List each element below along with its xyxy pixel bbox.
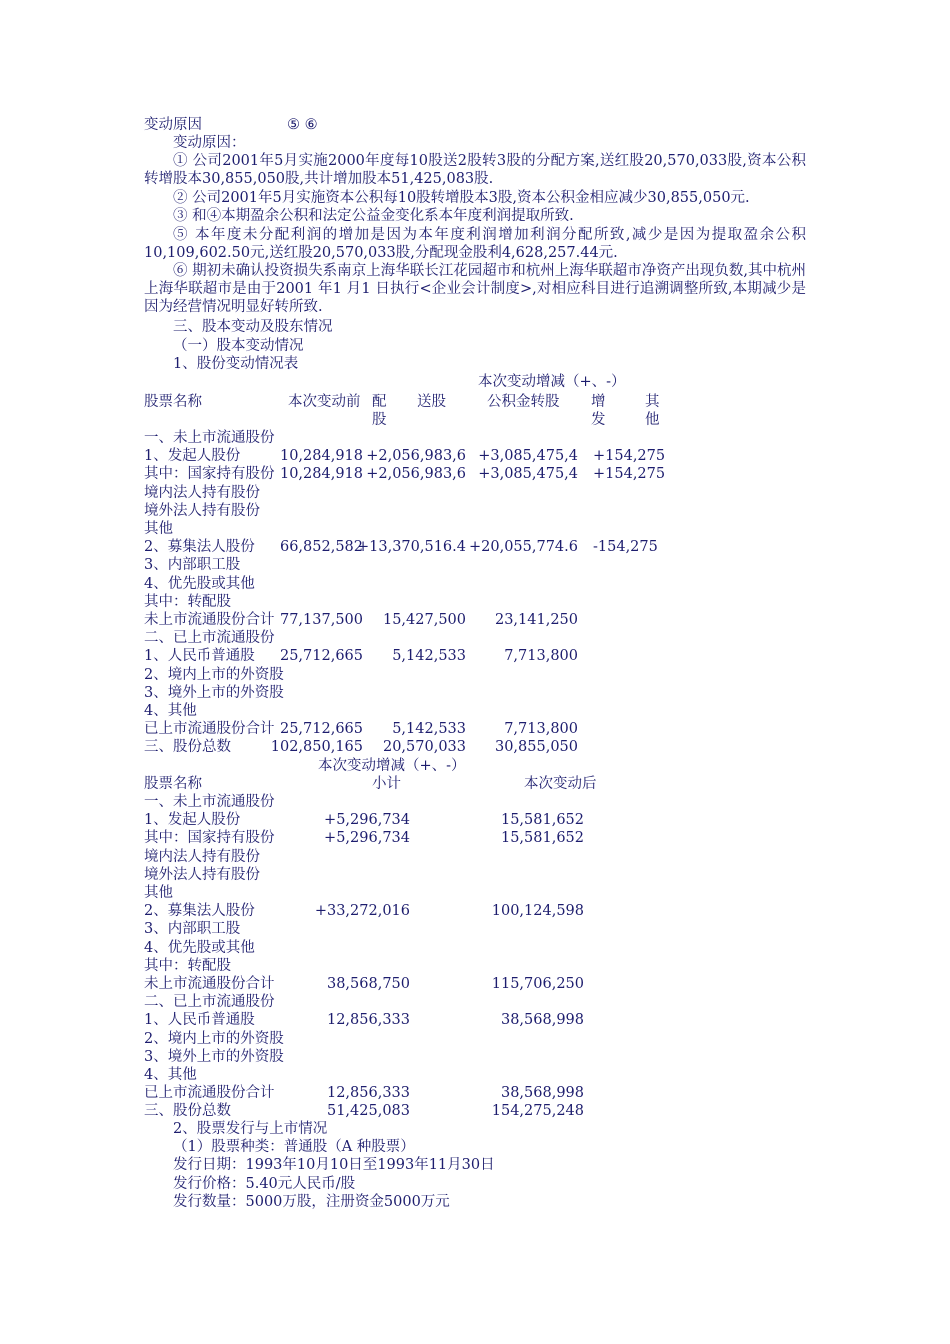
table1-row-gongji: 23,141,250 [494, 612, 578, 628]
issue-price: 发行价格：5.40元人民币/股 [173, 1176, 356, 1192]
table2-row-after: 15,581,652 [500, 812, 584, 829]
table2-row-name: 1、发起人股份 [144, 812, 241, 829]
table2-row-name: 已上市流通股份合计 [144, 1085, 275, 1102]
reason-item-6: ⑥ 期初未确认投资损失系南京上海华联长江花园超市和杭州上海华联超市净资产出现负数,其中杭州上海华联超市是由于2001 年1 月1 日执行<企业会计制度>,对相应科目进行追溯调整所致,本期减少是因为经营情况明显好转所致. [144, 263, 806, 316]
reason-item-3: ③ 和④本期盈余公积和法定公益金变化系本年度利润提取所致. [173, 208, 574, 224]
table1-row-gongji: +3,085,475,4 [478, 448, 578, 465]
table2-row-name: 一、未上市流通股份 [144, 794, 275, 810]
table2-row-subtotal: 12,856,333 [326, 1012, 410, 1029]
reason-item-1: ① 公司2001年5月实施2000年度每10股送2股转3股的分配方案,送红股20,570,033股,资本公积转增股本30,855,050股,共计增加股本51,425,083股. [144, 153, 806, 188]
table1-row-gongji: 7,713,800 [504, 648, 578, 665]
table1-row-name: 已上市流通股份合计 [144, 721, 275, 738]
table1-col-qi-2: 他 [645, 412, 660, 428]
table2-row-name: 其中：国家持有股份 [144, 830, 275, 847]
table2-row-name: 4、其他 [144, 1067, 197, 1083]
table1-row-name: 3、内部职工股 [144, 557, 241, 574]
table2-row-name: 3、境外上市的外资股 [144, 1048, 284, 1065]
table2-row-after: 100,124,598 [491, 903, 584, 920]
issue-stock-type: （1）股票种类：普通股（A 种股票） [173, 1139, 415, 1155]
table1-row-before: 10,284,918 [279, 466, 363, 483]
table1-row-name: 1、发起人股份 [144, 448, 241, 465]
table1-row-zeng: -154,275 [593, 539, 658, 556]
table1-row-song: 5,142,533 [392, 721, 466, 738]
table2-row-subtotal: 38,568,750 [326, 976, 410, 992]
table2-group-header: 本次变动增减（+、-） [318, 758, 466, 774]
table1-row-before: 10,284,918 [279, 448, 363, 465]
table2-row-name: 其他 [144, 885, 173, 901]
table1-row-song: 20,570,033 [382, 739, 466, 756]
table1-row-name: 其中：国家持有股份 [144, 466, 275, 483]
section-heading: 三、股本变动及股东情况 [173, 319, 333, 335]
table1-col-gongji: 公积金转股 [487, 394, 560, 410]
table2-row-after: 38,568,998 [500, 1012, 584, 1029]
table1-col-name: 股票名称 [144, 394, 202, 410]
subsection-heading: （一）股本变动情况 [173, 338, 304, 354]
table1-row-before: 25,712,665 [279, 721, 363, 738]
table2-row-subtotal: 12,856,333 [326, 1085, 410, 1102]
table1-row-song: +2,056,983,6 [366, 448, 466, 465]
table2-row-name: 境内法人持有股份 [144, 848, 260, 865]
issue-quantity: 发行数量：5000万股，注册资金5000万元 [173, 1194, 450, 1210]
table1-row-song: 15,427,500 [382, 612, 466, 628]
table1-row-gongji: +20,055,774.6 [468, 539, 578, 556]
table1-row-before: 77,137,500 [279, 612, 363, 628]
table1-row-gongji: 30,855,050 [494, 739, 578, 756]
table1-row-name: 4、优先股或其他 [144, 575, 255, 592]
table1-col-pei: 配 [372, 394, 387, 410]
reason-item-2: ② 公司2001年5月实施资本公积每10股转增股本3股,资本公积金相应减少30,855,050元. [173, 190, 750, 206]
reasons-title: 变动原因： [173, 135, 246, 151]
table1-row-name: 2、境内上市的外资股 [144, 666, 284, 683]
table1-row-song: +13,370,516.4 [356, 539, 466, 556]
table2-row-name: 三、股份总数 [144, 1103, 231, 1120]
table2-row-after: 15,581,652 [500, 830, 584, 847]
table2-row-name: 1、人民币普通股 [144, 1012, 255, 1029]
table1-row-song: +2,056,983,6 [366, 466, 466, 483]
table1-row-song: 5,142,533 [392, 648, 466, 665]
table2-row-name: 二、已上市流通股份 [144, 994, 275, 1011]
table1-row-before: 102,850,165 [270, 739, 363, 756]
table1-col-pei-2: 股 [372, 412, 387, 428]
table1-row-name: 其他 [144, 521, 173, 537]
table1-row-before: 66,852,582 [279, 539, 363, 556]
table1-row-name: 未上市流通股份合计 [144, 612, 275, 628]
table1-row-name: 境内法人持有股份 [144, 484, 260, 501]
table1-col-before: 本次变动前 [288, 394, 361, 410]
table2-row-name: 未上市流通股份合计 [144, 976, 275, 992]
table1-row-name: 其中：转配股 [144, 593, 231, 610]
reason-item-5: ⑤ 本年度未分配利润的增加是因为本年度利润增加利润分配所致,减少是因为提取盈余公积10,109,602.50元,送红股20,570,033股,分配现金股利4,628,257.44元. [144, 227, 806, 262]
table2-row-name: 3、内部职工股 [144, 921, 241, 938]
table1-row-name: 二、已上市流通股份 [144, 630, 275, 647]
table-title: 1、股份变动情况表 [173, 356, 299, 372]
change-reason-marks: ⑤ ⑥ [287, 117, 318, 133]
table1-row-before: 25,712,665 [279, 648, 363, 665]
table1-row-name: 2、募集法人股份 [144, 539, 255, 556]
table1-row-name: 3、境外上市的外资股 [144, 684, 284, 701]
table1-row-name: 三、股份总数 [144, 739, 231, 756]
table1-col-song: 送股 [417, 394, 446, 410]
table2-row-subtotal: 51,425,083 [326, 1103, 410, 1120]
table1-col-qi: 其 [645, 394, 660, 410]
table2-row-name: 4、优先股或其他 [144, 939, 255, 956]
table2-col-after: 本次变动后 [524, 776, 597, 792]
table1-row-name: 1、人民币普通股 [144, 648, 255, 665]
table2-row-subtotal: +33,272,016 [314, 903, 410, 920]
issue-date: 发行日期：1993年10月10日至1993年11月30日 [173, 1157, 495, 1173]
table2-row-name: 2、境内上市的外资股 [144, 1030, 284, 1047]
change-reason-label: 变动原因 [144, 117, 202, 133]
table1-col-zeng: 增 [591, 394, 606, 410]
table1-row-gongji: +3,085,475,4 [478, 466, 578, 483]
table2-row-name: 2、募集法人股份 [144, 903, 255, 920]
table2-row-name: 境外法人持有股份 [144, 866, 260, 883]
table1-row-name: 4、其他 [144, 703, 197, 719]
table2-row-subtotal: +5,296,734 [324, 812, 410, 829]
table1-col-zeng-2: 发 [591, 412, 606, 428]
table1-row-gongji: 7,713,800 [504, 721, 578, 738]
table2-row-after: 38,568,998 [500, 1085, 584, 1102]
table2-row-name: 其中：转配股 [144, 957, 231, 974]
issue-title: 2、股票发行与上市情况 [173, 1121, 328, 1137]
table2-row-after: 115,706,250 [491, 976, 584, 992]
table2-col-name: 股票名称 [144, 776, 202, 792]
table1-row-zeng: +154,275 [593, 448, 666, 465]
table1-row-name: 一、未上市流通股份 [144, 430, 275, 446]
table1-group-header: 本次变动增减（+、-） [478, 374, 626, 390]
table1-row-zeng: +154,275 [593, 466, 666, 483]
table1-row-name: 境外法人持有股份 [144, 502, 260, 519]
table2-row-subtotal: +5,296,734 [324, 830, 410, 847]
table2-col-sub: 小计 [372, 776, 401, 792]
table2-row-after: 154,275,248 [491, 1103, 584, 1120]
